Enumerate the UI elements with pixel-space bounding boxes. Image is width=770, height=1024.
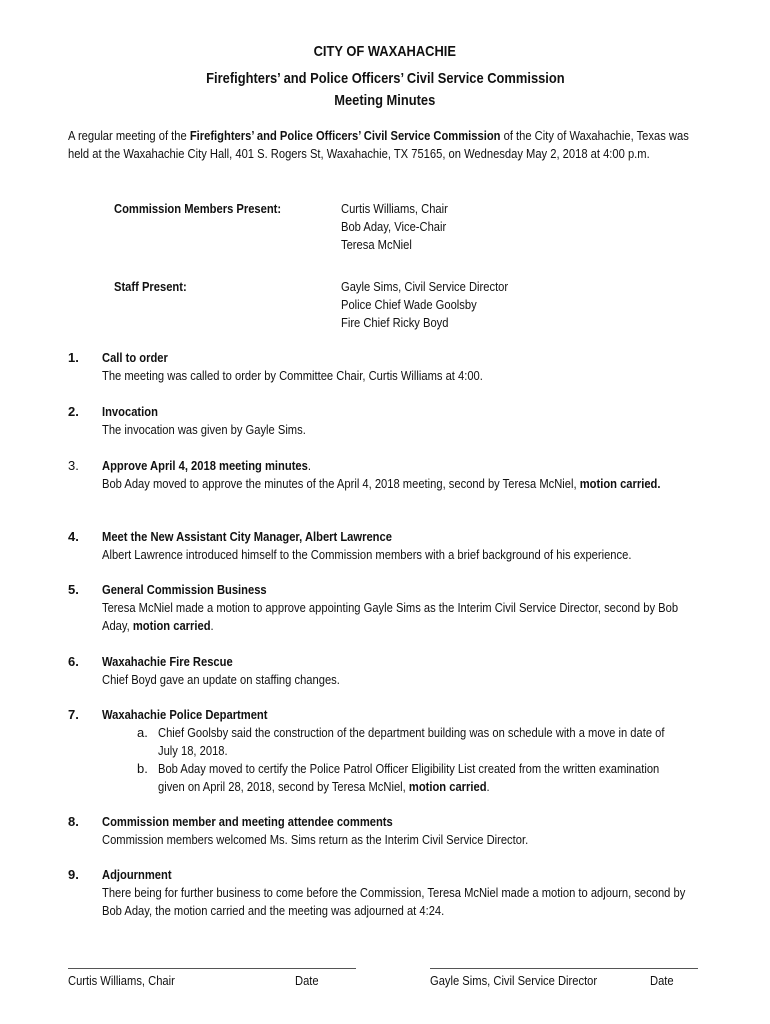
item-number: 2. xyxy=(68,404,79,419)
agenda-item-fire-rescue: Waxahachie Fire Rescue Chief Boyd gave an update on staffing changes. xyxy=(102,654,340,687)
signature-line-left xyxy=(68,968,356,969)
minutes-page: CITY OF WAXAHACHIE Firefighters’ and Police Officers’ Civil Service Commission Meeting Minutes A regular meeting of the Firefighters’ and Police Officers’ Civil Service Commission of the City of Waxahachie, Texas was held at the Waxahachie City Hall, 401 S. Rogers St, Waxahachie, TX 75165, on Wednesday May 2, 2018 at 4:00 p.m. Commission Members Present: Curtis Williams, Chair Bob Aday, Vice-Chair Teresa McNiel Staff Present: Gayle Sims, Civil Service Director Police Chief Wade Goolsby Fire Chief Ricky Boyd 1. Call to order The meeting was called to order by Committee Chair, Curtis Williams at 4:00. 2. Invocation The invocation was given by Gayle Sims. 3. Approve April 4, 2018 meeting minutes. Bob Aday moved to approve the minutes of the April 4, 2018 meeting, second by Teresa McNiel, motion carried. 4. Meet the New Assistant City Manager, Albert Lawrence Albert Lawrence introduced himself to the Commission members with a brief background of his experience. 5. General Commission Business Teresa McNiel made a motion to approve appointing Gayle Sims as the Interim Civil Service Director, second by Bob Aday, motion carried. 6. Waxahachie Fire Rescue Chief Boyd gave an update on staffing changes. 7. Waxahachie Police Department a. Chief Goolsby said the construction of the department building was on schedule with a move in date of July 18, 2018. b. Bob Aday moved to certify the Police Patrol Officer Eligibility List created from the written examination given on April 28, 2018, second by Teresa McNiel, motion carried. 8. Commission member and meeting attendee comments Commission members welcomed Ms. Sims return as the Interim Civil Service Director. 9. Adjournment There being for further business to come before the Commission, Teresa McNiel made a motion to adjourn, second by Bob Aday, the motion carried and the meeting was adjourned at 4:24. Curtis Williams, Chair Date Gayle Sims, Civil Service Director Date xyxy=(0,0,770,1024)
signature-name-right: Gayle Sims, Civil Service Director xyxy=(430,973,598,988)
agenda-item-adjournment: Adjournment There being for further business to come before the Commission, Teresa McNiel made a motion to adjourn, second by Bob Aday, the motion carried and the meeting was adjourned at 4:24. xyxy=(102,867,686,918)
item-number: 1. xyxy=(68,350,79,365)
members-present-label: Commission Members Present: xyxy=(114,201,282,216)
commission-title: Firefighters’ and Police Officers’ Civil Service Commission xyxy=(205,70,565,87)
agenda-item-general-business: General Commission Business Teresa McNiel made a motion to approve appointing Gayle Sims as the Interim Civil Service Director, second by Bob Aday, motion carried. xyxy=(102,582,679,633)
item-number: 6. xyxy=(68,654,79,669)
item-number: 5. xyxy=(68,582,79,597)
signature-line-right xyxy=(430,968,698,969)
agenda-item-invocation: Invocation The invocation was given by Gayle Sims. xyxy=(102,404,306,437)
signature-date-right: Date xyxy=(650,973,674,988)
item-number: 7. xyxy=(68,707,79,722)
item-number: 9. xyxy=(68,867,79,882)
staff-present-label: Staff Present: xyxy=(114,279,187,294)
agenda-item-approve-minutes: Approve April 4, 2018 meeting minutes. Bob Aday moved to approve the minutes of the April 4, 2018 meeting, second by Teresa McNiel, motion carried. xyxy=(102,458,661,491)
intro-paragraph: A regular meeting of the Firefighters’ and Police Officers’ Civil Service Commission of the City of Waxahachie, Texas was held at the Waxahachie City Hall, 401 S. Rogers St, Waxahachie, TX 75165, on Wednesday May 2, 2018 at 4:00 p.m. xyxy=(68,128,689,161)
agenda-item-comments: Commission member and meeting attendee comments Commission members welcomed Ms. Sims return as the Interim Civil Service Director. xyxy=(102,814,529,847)
signature-name-left: Curtis Williams, Chair xyxy=(68,973,175,988)
city-title: CITY OF WAXAHACHIE xyxy=(313,43,457,60)
signature-date-left: Date xyxy=(295,973,319,988)
item-number: 3. xyxy=(68,458,79,473)
item-number: 4. xyxy=(68,529,79,544)
item-number: 8. xyxy=(68,814,79,829)
agenda-item-call-to-order: Call to order The meeting was called to order by Committee Chair, Curtis Williams at 4:00. xyxy=(102,350,483,383)
agenda-item-police-department: Waxahachie Police Department xyxy=(102,707,268,722)
staff-present-list: Gayle Sims, Civil Service Director Police Chief Wade Goolsby Fire Chief Ricky Boyd xyxy=(341,279,509,330)
members-present-list: Curtis Williams, Chair Bob Aday, Vice-Chair Teresa McNiel xyxy=(341,201,448,252)
document-title: Meeting Minutes xyxy=(334,92,436,109)
agenda-item-new-assistant-city-manager: Meet the New Assistant City Manager, Albert Lawrence Albert Lawrence introduced himself to the Commission members with a brief background of his experience. xyxy=(102,529,632,562)
